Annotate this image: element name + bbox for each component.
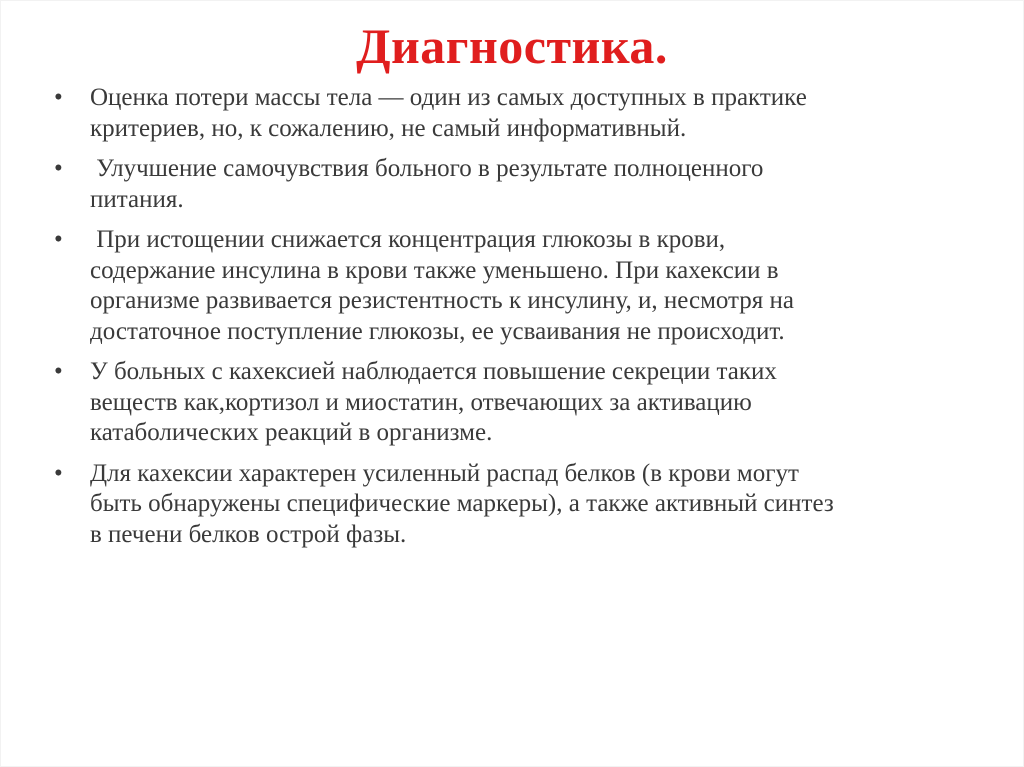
bullet-line: Для кахексии характерен усиленный распад белков (в крови могут	[90, 459, 799, 487]
bullet-line: критериев, но, к сожалению, не самый информативный.	[90, 114, 687, 142]
bullet-text	[90, 357, 954, 449]
bullet-item	[54, 225, 954, 347]
bullet-line: веществ как,кортизол и миостатин, отвечающих за активацию	[90, 388, 752, 416]
bullet-item	[54, 459, 954, 551]
bullet-line: содержание инсулина в крови также уменьшено. При кахексии в	[90, 256, 779, 284]
bullet-dot-icon: •	[54, 84, 63, 111]
bullet-line: в печени белков острой фазы.	[90, 520, 407, 548]
slide-title: Диагностика.	[356, 18, 668, 74]
bullet-line: достаточное поступление глюкозы, ее усваивания не происходит.	[90, 317, 785, 345]
bullet-line: Улучшение самочувствия больного в результате полноценного	[90, 155, 764, 182]
bullet-text	[90, 459, 954, 551]
bullet-line: У больных с кахексией наблюдается повышение секреции таких	[90, 358, 777, 385]
bullet-item	[54, 357, 954, 449]
bullet-text	[90, 154, 954, 215]
bullet-line: При истощении снижается концентрация глюкозы в крови,	[90, 226, 726, 253]
bullet-line: быть обнаружены специфические маркеры), а также активный синтез	[90, 490, 834, 517]
bullet-text	[90, 225, 954, 347]
bullet-line: питания.	[90, 185, 184, 213]
bullet-dot-icon: •	[54, 155, 63, 182]
bullet-item	[54, 154, 954, 215]
bullet-item	[54, 83, 954, 144]
bullet-text	[90, 83, 954, 144]
bullet-line: катаболических реакций в организме.	[90, 419, 493, 446]
bullet-line: Оценка потери массы тела — один из самых доступных в практике	[90, 84, 807, 111]
bullet-dot-icon: •	[54, 226, 63, 253]
bullet-dot-icon: •	[54, 358, 63, 385]
bullet-dot-icon: •	[54, 459, 63, 487]
bullet-line: организме развивается резистентность к инсулину, и, несмотря на	[90, 287, 795, 314]
bullet-list	[54, 83, 954, 560]
